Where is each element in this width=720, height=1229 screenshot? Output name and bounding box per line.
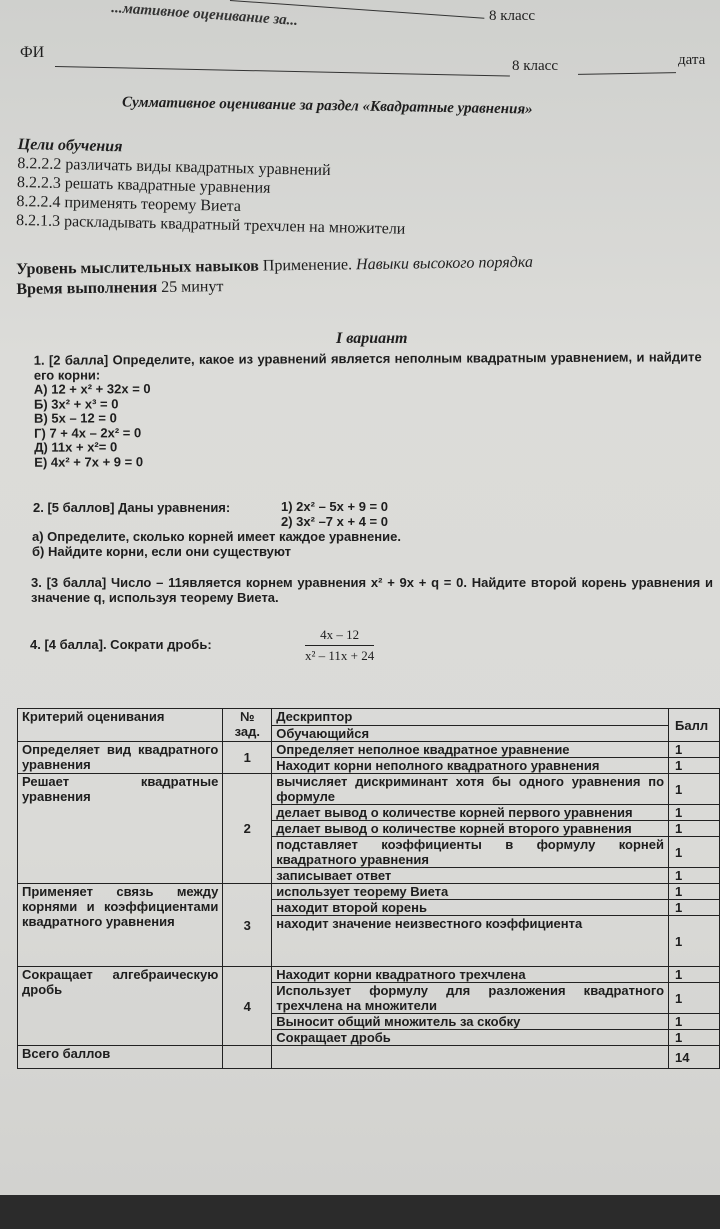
table-header-row: [18, 709, 720, 726]
points-cell: 1: [669, 868, 720, 884]
table-row: [18, 884, 720, 900]
task-1-option: А) 12 + x² + 32x = 0: [33, 381, 151, 397]
points-cell: 1: [669, 805, 720, 821]
skills-value: Применение.: [262, 256, 353, 275]
descriptor-cell: Выносит общий множитель за скобку: [272, 1014, 669, 1030]
task-2-part-a: а) Определите, сколько корней имеет каждое уравнение.: [32, 529, 401, 544]
task-1-option: Г) 7 + 4x – 2x² = 0: [34, 424, 142, 441]
name-label: ФИ: [20, 44, 45, 61]
points-cell: 1: [669, 742, 720, 758]
task-1: [34, 350, 703, 469]
document-title: Суммативное оценивание за раздел «Квадратные уравнения»: [121, 94, 533, 118]
total-empty-cell: [272, 1046, 669, 1069]
header-criterion: Критерий оценивания: [18, 709, 223, 742]
criterion-cell: Определяет вид квадратного уравнения: [18, 742, 223, 774]
criterion-cell: Сокращает алгебраическую дробь: [18, 967, 223, 1046]
descriptor-cell: записывает ответ: [272, 868, 669, 884]
descriptor-cell: Использует формулу для разложения квадратного трехчлена на множители: [272, 983, 669, 1014]
task-1-text: 1. [2 балла] Определите, какое из уравнений является неполным квадратным уравнением, и найдите его корни:: [33, 349, 702, 383]
points-cell: 1: [669, 1030, 720, 1046]
task-4-fraction: [305, 627, 374, 664]
total-empty-cell: [223, 1046, 272, 1069]
descriptor-cell: подставляет коэффициенты в формулу корней квадратного уравнения: [272, 837, 669, 868]
descriptor-cell: вычисляет дискриминант хотя бы одного уравнения по формуле: [272, 774, 669, 805]
fraction-numerator: 4x – 12: [305, 627, 374, 646]
task-1-option: В) 5x – 12 = 0: [33, 410, 117, 426]
task-2-equation-1: 1) 2x² – 5x + 9 = 0: [281, 499, 388, 514]
criterion-cell: Решает квадратные уравнения: [18, 774, 223, 884]
descriptor-cell: делает вывод о количестве корней второго уравнения: [272, 821, 669, 837]
variant-heading: I вариант: [336, 330, 408, 347]
goal-item: 8.2.2.4 применять теорему Виета: [16, 192, 242, 216]
task-2-equation-2: 2) 3x² –7 x + 4 = 0: [281, 514, 388, 529]
date-label: дата: [678, 52, 706, 68]
points-cell: 1: [669, 821, 720, 837]
descriptor-cell: находит значение неизвестного коэффициента: [272, 916, 669, 967]
time-value: 25 минут: [161, 278, 224, 296]
descriptor-cell: Определяет неполное квадратное уравнение: [272, 742, 669, 758]
rubric-table: [17, 708, 720, 1069]
task-2-text: 2. [5 баллов] Даны уравнения:: [33, 500, 231, 515]
learning-goals: [16, 135, 407, 239]
table-row: [18, 774, 720, 805]
goal-item: 8.2.2.2 различать виды квадратных уравнений: [17, 154, 331, 180]
task-number-cell: 1: [223, 742, 272, 774]
points-cell: 1: [669, 983, 720, 1014]
task-1-option: Б) 3x² + x³ = 0: [33, 395, 119, 412]
time-label: Время выполнения: [16, 279, 158, 298]
descriptor-cell: делает вывод о количестве корней первого уравнения: [272, 805, 669, 821]
total-label: Всего баллов: [18, 1046, 223, 1069]
header-points: Балл: [669, 709, 720, 742]
total-row: [18, 1046, 720, 1069]
total-points: 14: [669, 1046, 720, 1069]
task-1-option: Е) 4x² + 7x + 9 = 0: [34, 453, 144, 470]
previous-sheet-grade: 8 класс: [489, 8, 535, 24]
table-row: [18, 967, 720, 983]
skills-value-italic: Навыки высокого порядка: [355, 253, 534, 274]
descriptor-cell: находит второй корень: [272, 900, 669, 916]
points-cell: 1: [669, 967, 720, 983]
grade-label: 8 класс: [512, 58, 558, 74]
task-2-part-b: б) Найдите корни, если они существуют: [32, 544, 291, 559]
task-number-cell: 3: [223, 884, 272, 967]
points-cell: 1: [669, 916, 720, 967]
goal-item: 8.2.1.3 раскладывать квадратный трехчлен на множители: [15, 211, 406, 238]
goal-item: 8.2.2.3 решать квадратные уравнения: [16, 173, 271, 197]
points-cell: 1: [669, 900, 720, 916]
background-surface: [0, 1195, 720, 1229]
points-cell: 1: [669, 884, 720, 900]
fraction-denominator: x² – 11x + 24: [305, 648, 375, 663]
points-cell: 1: [669, 758, 720, 774]
descriptor-cell: Находит корни квадратного трехчлена: [272, 967, 669, 983]
criterion-cell: Применяет связь между корнями и коэффициентами квадратного уравнения: [18, 884, 223, 967]
previous-sheet-title: ...мативное оценивание за...: [110, 0, 299, 30]
task-3-text: 3. [3 балла] Число – 11является корнем уравнения x² + 9x + q = 0. Найдите второй корень уравнения и значение q, используя теорему Виета.: [31, 575, 713, 605]
goals-heading: Цели обучения: [17, 135, 123, 156]
points-cell: 1: [669, 774, 720, 805]
task-4-text: 4. [4 балла]. Сократи дробь:: [30, 637, 212, 652]
table-row: [18, 742, 720, 758]
task-1-option: Д) 11x + x²= 0: [34, 439, 118, 455]
points-cell: 1: [669, 1014, 720, 1030]
skills-label: Уровень мыслительных навыков: [16, 257, 259, 278]
descriptor-cell: Сокращает дробь: [272, 1030, 669, 1046]
descriptor-cell: Находит корни неполного квадратного уравнения: [272, 758, 669, 774]
header-descriptor: Дескриптор: [272, 709, 669, 726]
task-number-cell: 4: [223, 967, 272, 1046]
header-student: Обучающийся: [272, 726, 669, 742]
skills-and-time: [16, 253, 533, 300]
header-task-no: № зад.: [223, 709, 272, 742]
task-number-cell: 2: [223, 774, 272, 884]
descriptor-cell: использует теорему Виета: [272, 884, 669, 900]
points-cell: 1: [669, 837, 720, 868]
